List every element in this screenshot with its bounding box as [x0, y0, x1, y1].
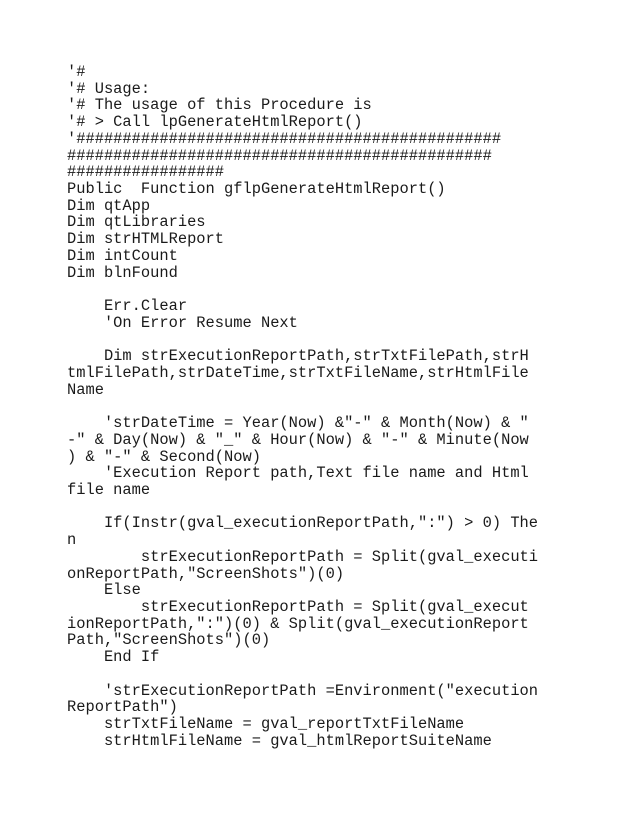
code-line: n [67, 531, 77, 550]
code-line: 'On Error Resume Next [67, 313, 298, 332]
code-line: ############################################## [67, 146, 492, 165]
code-line: strExecutionReportPath = Split(gval_execut [67, 598, 529, 616]
code-line [67, 666, 587, 683]
code-line: Err.Clear [67, 297, 188, 316]
code-line: ReportPath") [67, 698, 178, 717]
code-line [67, 398, 587, 415]
code-line: Dim qtApp [67, 196, 151, 215]
code-line: Public Function gflpGenerateHtmlReport() [67, 180, 446, 199]
code-line: Dim qtLibraries [67, 213, 206, 232]
code-line: Else [67, 581, 141, 600]
code-line [67, 281, 587, 298]
code-line: '############################################## [67, 129, 502, 148]
code-line: Name [67, 380, 104, 399]
code-line: -" & Day(Now) & "_" & Hour(Now) & "-" & Minute(Now [67, 430, 529, 449]
code-line: '# > Call lpGenerateHtmlReport() [67, 113, 363, 132]
code-line: file name [67, 480, 151, 499]
code-line: 'Execution Report path,Text file name and Html [67, 464, 529, 483]
code-line [67, 332, 587, 349]
code-line: '# [67, 63, 86, 81]
code-line: Path,"ScreenShots")(0) [67, 631, 271, 650]
code-line: strHtmlFileName = gval_htmlReportSuiteName [67, 731, 492, 750]
code-line: ################# [67, 163, 225, 182]
code-line: Dim blnFound [67, 263, 178, 282]
code-line: ) & "-" & Second(Now) [67, 447, 261, 466]
code-line: Dim intCount [67, 246, 178, 265]
code-line: strExecutionReportPath = Split(gval_executi [67, 547, 539, 566]
code-line: strTxtFileName = gval_reportTxtFileName [67, 715, 465, 734]
code-line: Dim strHTMLReport [67, 230, 225, 249]
code-line: onReportPath,"ScreenShots")(0) [67, 564, 345, 583]
code-line [67, 499, 587, 516]
code-line: tmlFilePath,strDateTime,strTxtFileName,strHtmlFile [67, 363, 529, 382]
code-line: 'strDateTime = Year(Now) &"-" & Month(Now) & " [67, 414, 529, 433]
code-line: If(Instr(gval_executionReportPath,":") > 0) The [67, 514, 539, 533]
code-line: Dim strExecutionReportPath,strTxtFilePath,strH [67, 347, 529, 366]
code-line: '# Usage: [67, 79, 151, 98]
code-line: ionReportPath,":")(0) & Split(gval_executionReport [67, 614, 529, 633]
code-listing [67, 64, 587, 749]
code-line: End If [67, 648, 160, 667]
code-line: 'strExecutionReportPath =Environment("execution [67, 681, 539, 700]
code-line: '# The usage of this Procedure is [67, 96, 372, 115]
